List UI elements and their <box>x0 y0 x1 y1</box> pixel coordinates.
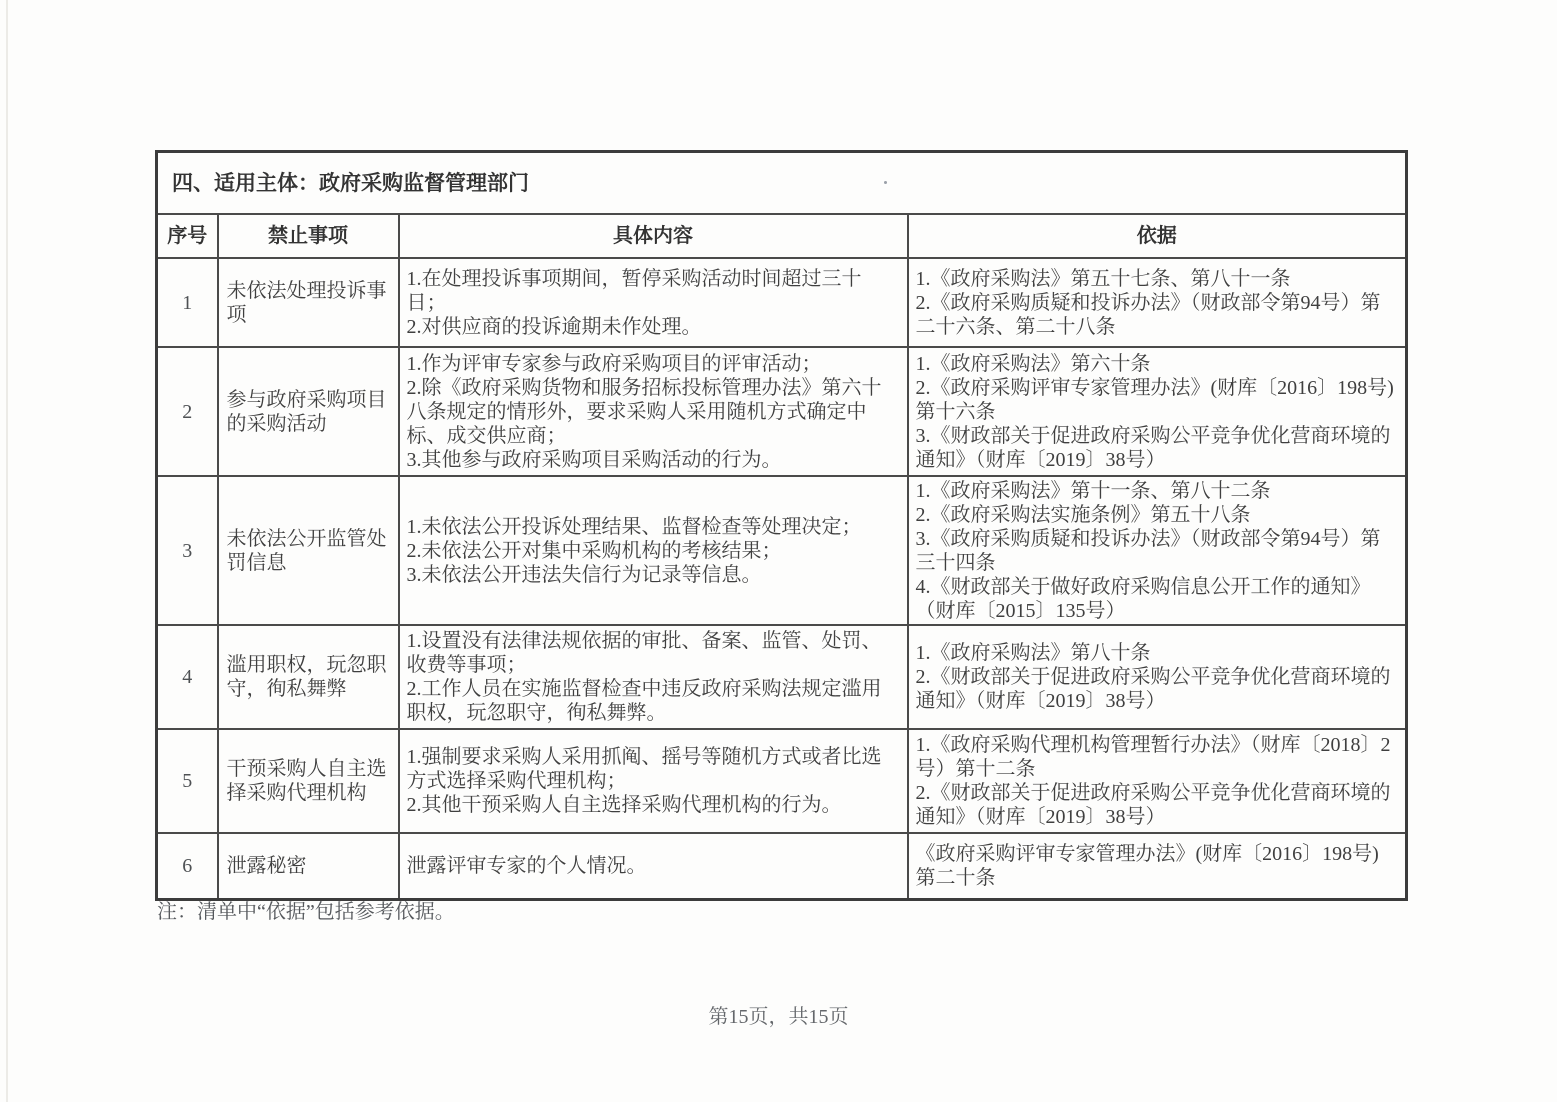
prohibition-list-table <box>155 150 1408 901</box>
prohibited-item: 参与政府采购项目的采购活动 <box>218 347 399 476</box>
table-row <box>157 729 1407 833</box>
row-number: 1 <box>157 258 218 347</box>
table-row <box>157 258 1407 347</box>
content-line: 2.工作人员在实施监督检查中违反政府采购法规定滥用职权，玩忽职守，徇私舞弊。 <box>406 678 882 724</box>
prohibited-item: 干预采购人自主选择采购代理机构 <box>218 729 399 833</box>
basis-line: 1.《政府采购法》第十一条、第八十二条 <box>915 479 1271 502</box>
col-header-no: 序号 <box>157 214 218 258</box>
table-row <box>157 833 1407 900</box>
legal-basis-cell <box>908 347 1407 476</box>
prohibited-item: 滥用职权，玩忽职守，徇私舞弊 <box>218 625 399 729</box>
row-number: 4 <box>157 625 218 729</box>
content-line: 2.未依法公开对集中采购机构的考核结果； <box>406 539 782 562</box>
content-line: 1.在处理投诉事项期间，暂停采购活动时间超过三十日； <box>406 267 862 314</box>
table-header-row <box>157 214 1407 258</box>
table-row <box>157 625 1407 729</box>
basis-line: 2.《财政部关于促进政府采购公平竞争优化营商环境的通知》（财库〔2019〕38号） <box>915 782 1391 828</box>
detail-content-cell <box>399 347 908 476</box>
legal-basis-cell <box>908 476 1407 625</box>
legal-basis-cell <box>908 729 1407 833</box>
detail-content-cell <box>399 625 908 729</box>
row-number: 3 <box>157 476 218 625</box>
col-header-basis: 依据 <box>908 214 1407 258</box>
section-title: 四、适用主体：政府采购监督管理部门 <box>157 152 1407 215</box>
basis-line: 1.《政府采购法》第五十七条、第八十一条 <box>915 267 1291 290</box>
content-line: 1.设置没有法律法规依据的审批、备案、监管、处罚、收费等事项； <box>406 630 882 676</box>
basis-line: 2.《财政部关于促进政府采购公平竞争优化营商环境的通知》（财库〔2019〕38号） <box>915 666 1391 712</box>
basis-line: 3.《财政部关于促进政府采购公平竞争优化营商环境的通知》（财库〔2019〕38号） <box>915 424 1391 471</box>
content-line: 3.未依法公开违法失信行为记录等信息。 <box>406 563 762 586</box>
content-line: 泄露评审专家的个人情况。 <box>406 855 647 877</box>
content-line: 2.其他干预采购人自主选择采购代理机构的行为。 <box>406 794 842 816</box>
content-line: 1.强制要求采购人采用抓阄、摇号等随机方式或者比选方式选择采购代理机构； <box>406 746 882 792</box>
footnote: 注：清单中“依据”包括参考依据。 <box>157 901 455 923</box>
content-line: 2.对供应商的投诉逾期未作处理。 <box>406 315 702 338</box>
content-line: 1.未依法公开投诉处理结果、监督检查等处理决定； <box>406 515 862 538</box>
basis-line: 1.《政府采购法》第八十条 <box>915 642 1151 664</box>
basis-line: 4.《财政部关于做好政府采购信息公开工作的通知》（财库〔2015〕135号） <box>915 575 1371 622</box>
legal-basis-cell <box>908 833 1407 900</box>
legal-basis-cell <box>908 258 1407 347</box>
basis-line: 2.《政府采购评审专家管理办法》(财库〔2016〕198号)第十六条 <box>915 376 1394 423</box>
row-number: 2 <box>157 347 218 476</box>
prohibited-item: 未依法公开监管处罚信息 <box>218 476 399 625</box>
content-line: 1.作为评审专家参与政府采购项目的评审活动； <box>406 352 822 375</box>
table-row <box>157 347 1407 476</box>
legal-basis-cell <box>908 625 1407 729</box>
basis-line: 2.《政府采购质疑和投诉办法》（财政部令第94号）第二十六条、第二十八条 <box>915 291 1381 338</box>
detail-content-cell <box>399 258 908 347</box>
col-header-content: 具体内容 <box>399 214 908 258</box>
detail-content-cell <box>399 476 908 625</box>
page-number: 第15页，共15页 <box>708 1006 849 1028</box>
prohibited-item: 泄露秘密 <box>218 833 399 900</box>
basis-line: 3.《政府采购质疑和投诉办法》（财政部令第94号）第三十四条 <box>915 527 1381 574</box>
basis-line: 1.《政府采购代理机构管理暂行办法》（财库〔2018〕2号）第十二条 <box>915 734 1391 780</box>
detail-content-cell <box>399 833 908 900</box>
scan-edge-artifact <box>6 0 8 1102</box>
content-line: 3.其他参与政府采购项目采购活动的行为。 <box>406 448 782 471</box>
prohibited-item: 未依法处理投诉事项 <box>218 258 399 347</box>
section-title-row <box>157 152 1407 215</box>
row-number: 6 <box>157 833 218 900</box>
basis-line: 1.《政府采购法》第六十条 <box>915 352 1151 375</box>
detail-content-cell <box>399 729 908 833</box>
basis-line: 2.《政府采购法实施条例》第五十八条 <box>915 503 1251 526</box>
basis-line: 《政府采购评审专家管理办法》(财库〔2016〕198号)第二十条 <box>915 843 1379 889</box>
col-header-item: 禁止事项 <box>218 214 399 258</box>
table-row <box>157 476 1407 625</box>
content-line: 2.除《政府采购货物和服务招标投标管理办法》第六十八条规定的情形外，要求采购人采用随机方式确定中标、成交供应商； <box>406 376 882 447</box>
row-number: 5 <box>157 729 218 833</box>
